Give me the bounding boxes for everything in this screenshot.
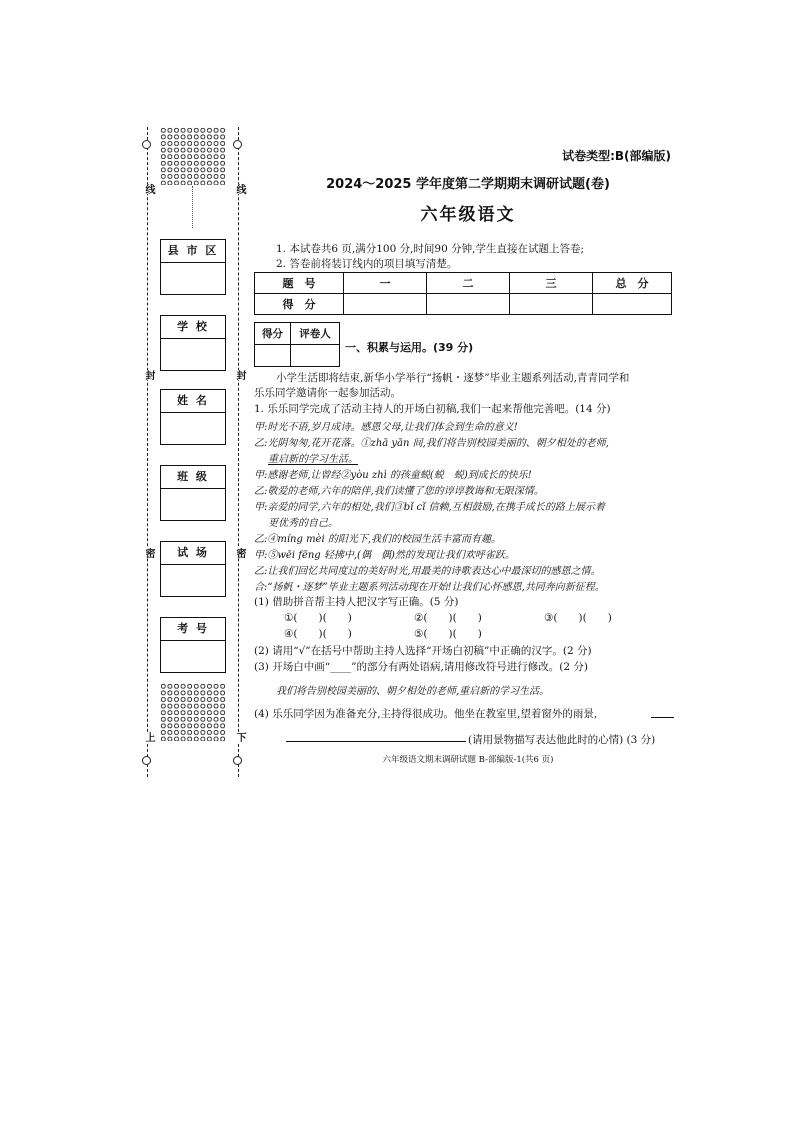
field-exam-number-label: 考 号 — [161, 618, 225, 641]
answer-blank[interactable]: ②( )( ) — [414, 612, 482, 624]
field-class-label: 班 级 — [161, 466, 225, 489]
field-name-label: 姓 名 — [161, 390, 225, 413]
answer-line[interactable] — [651, 717, 674, 718]
dialogue-line: 乙:④míng mèi 的阳光下,我们的校园生活丰富而有趣。 — [254, 534, 502, 545]
dialogue-line: 重启新的学习生活。 — [268, 454, 358, 465]
grader-name-cell[interactable] — [291, 345, 340, 367]
dialogue-line: 甲:时光不语,岁月成诗。感恩父母,让我们体会到生命的意义! — [254, 422, 518, 433]
score-input-cell[interactable] — [344, 294, 427, 315]
binding-label-shang: 上 — [143, 732, 154, 742]
score-input-cell[interactable] — [593, 294, 672, 315]
field-county-box[interactable] — [161, 263, 225, 295]
dialogue-line: 乙:光阴匆匆,花开花落。①zhā yān 间,我们将告别校园美丽的、朝夕相处的老师, — [254, 438, 609, 449]
field-class-box[interactable] — [161, 489, 225, 521]
dialogue-line: 甲:亲爱的同学,六年的相处,我们③bǐ cǐ 信赖,互相鼓励,在携手成长的路上展示着 — [254, 502, 605, 513]
score-table-cell: 二 — [427, 273, 510, 294]
dialogue-line: 更优秀的自己。 — [268, 518, 338, 529]
sub-question-3: (3) 开场白中画“____”的部分有两处语病,请用修改符号进行修改。(2 分) — [254, 661, 588, 673]
dialogue-line: 乙:敬爱的老师,六年的陪伴,我们读懂了您的谆谆教诲和无限深情。 — [254, 486, 544, 497]
score-table-cell: 一 — [344, 273, 427, 294]
field-county-label: 县 市 区 — [161, 240, 225, 263]
score-table-header-row — [255, 273, 672, 294]
section-1-intro: 小学生活即将结束,新华小学举行“扬帆・逐梦”毕业主题系列活动,青青同学和 — [276, 372, 630, 384]
score-table-score-row — [255, 294, 672, 315]
answer-blank[interactable]: ④( )( ) — [284, 628, 352, 640]
score-table-cell: 得 分 — [255, 294, 344, 315]
binding-label-feng: 封 — [234, 370, 245, 380]
sub-question-2: (2) 请用“√”在括号中帮助主持人选择“开场白初稿”中正确的汉字。(2 分) — [254, 645, 592, 657]
score-table-cell: 总 分 — [593, 273, 672, 294]
field-exam-room-label: 试 场 — [161, 542, 225, 565]
field-class[interactable] — [160, 465, 226, 521]
sub-question-4-tail: (请用景物描写表达他此时的心情) (3 分) — [468, 734, 656, 746]
instruction-2: 2. 答卷前将装订线内的项目填写清楚。 — [276, 258, 458, 270]
score-table-cell: 三 — [510, 273, 593, 294]
exam-type: 试卷类型:B(部编版) — [562, 149, 671, 163]
dot-pattern-top — [160, 127, 226, 185]
binding-rail-left — [147, 127, 148, 777]
field-exam-room-box[interactable] — [161, 565, 225, 597]
score-input-cell[interactable] — [510, 294, 593, 315]
field-exam-number[interactable] — [160, 617, 226, 673]
binding-ring — [233, 140, 242, 149]
sub-question-4: (4) 乐乐同学因为准备充分,主持得很成功。他坐在教室里,望着窗外的雨景, — [254, 708, 598, 720]
dot-pattern-bottom — [160, 683, 226, 741]
binding-label-xian: 线 — [234, 184, 245, 194]
score-input-cell[interactable] — [427, 294, 510, 315]
field-school[interactable] — [160, 315, 226, 371]
binding-label-feng: 封 — [143, 370, 154, 380]
answer-blank[interactable]: ⑤( )( ) — [414, 628, 482, 640]
grader-score-cell[interactable] — [255, 345, 291, 367]
section-1-title: 一、积累与运用。(39 分) — [345, 341, 474, 354]
binding-ring — [233, 756, 242, 765]
binding-label-mi: 密 — [143, 548, 154, 558]
binding-connector — [192, 186, 193, 228]
score-table — [254, 272, 672, 315]
sub-question-3-sentence: 我们将告别校园美丽的、朝夕相处的老师,重启新的学习生活。 — [276, 686, 550, 697]
section-1-intro: 乐乐同学邀请你一起参加活动。 — [254, 387, 401, 399]
score-table-cell: 题 号 — [255, 273, 344, 294]
field-name-box[interactable] — [161, 413, 225, 445]
blanks-row-1 — [254, 610, 712, 625]
grader-name-header: 评卷人 — [291, 323, 340, 345]
answer-blank[interactable]: ③( )( ) — [544, 612, 612, 624]
sub-question-1: (1) 借助拼音帮主持人把汉字写正确。(5 分) — [254, 596, 459, 608]
dialogue-line: 乙:让我们回忆共同度过的美好时光,用最美的诗歌表达心中最深切的感恩之情。 — [254, 566, 601, 577]
binding-ring — [142, 756, 151, 765]
binding-rail-right — [238, 127, 239, 777]
dialogue-line: 合:“扬帆・逐梦”毕业主题系列活动现在开始!让我们心怀感恩,共同奔向新征程。 — [254, 582, 605, 593]
field-exam-number-box[interactable] — [161, 641, 225, 673]
exam-title: 2024～2025 学年度第二学期期末调研试题(卷) — [326, 177, 610, 192]
grader-score-header: 得分 — [255, 323, 291, 345]
page-footer: 六年级语文期末调研试题 B-部编版-1(共6 页) — [382, 755, 554, 765]
grader-table — [254, 322, 340, 367]
instruction-1: 1. 本试卷共6 页,满分100 分,时间90 分钟,学生直接在试题上答卷; — [276, 243, 585, 255]
question-1: 1. 乐乐同学完成了活动主持人的开场白初稿,我们一起来帮他完善吧。(14 分) — [254, 403, 611, 415]
binding-label-xian: 线 — [143, 184, 154, 194]
blanks-row-2 — [254, 626, 712, 641]
field-exam-room[interactable] — [160, 541, 226, 597]
answer-line[interactable] — [286, 741, 466, 742]
field-county[interactable] — [160, 239, 226, 295]
dialogue-line: 甲:感谢老师,让曾经②yòu zhì 的孩童蜕(蜕 蜕)到成长的快乐! — [254, 470, 532, 481]
subject-title: 六年级语文 — [420, 205, 516, 225]
binding-label-mi: 密 — [234, 548, 245, 558]
field-name[interactable] — [160, 389, 226, 445]
field-school-box[interactable] — [161, 339, 225, 371]
binding-ring — [142, 140, 151, 149]
field-school-label: 学 校 — [161, 316, 225, 339]
answer-blank[interactable]: ①( )( ) — [284, 612, 352, 624]
binding-label-xia: 下 — [234, 732, 245, 742]
dialogue-line: 甲:⑤wēi fēng 轻拂中,(偶 偶)然的发现让我们欢呼雀跃。 — [254, 550, 515, 561]
